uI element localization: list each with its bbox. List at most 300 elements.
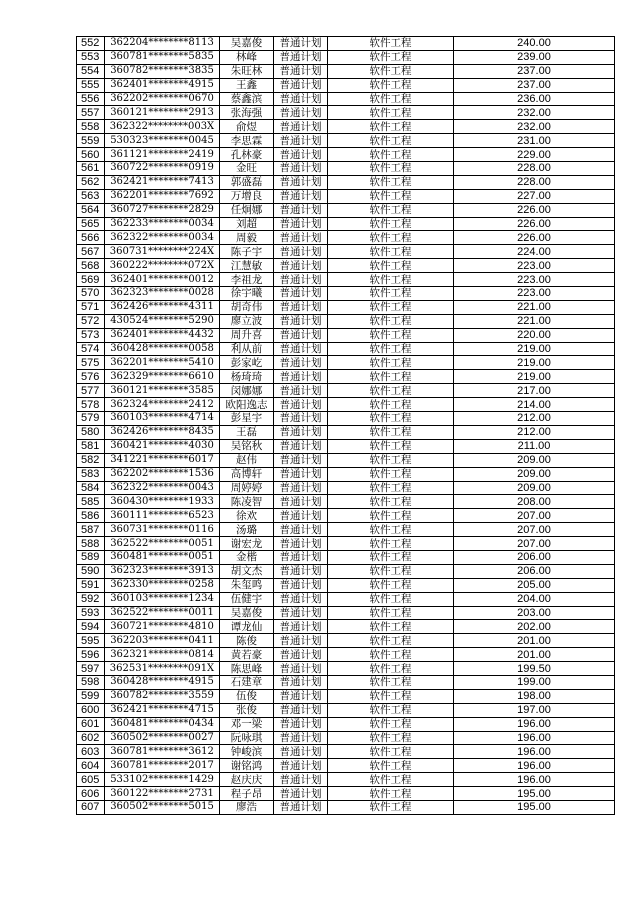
score-cell: 212.00 — [454, 425, 615, 439]
plan-type-cell: 普通计划 — [274, 175, 328, 189]
plan-type-cell: 普通计划 — [274, 148, 328, 162]
plan-type-cell: 普通计划 — [274, 689, 328, 703]
score-cell: 195.00 — [454, 800, 615, 814]
table-row — [77, 773, 615, 787]
table-row — [77, 189, 615, 203]
table-row — [77, 217, 615, 231]
table-row — [77, 648, 615, 662]
row-number: 594 — [77, 620, 105, 634]
score-cell: 226.00 — [454, 231, 615, 245]
student-name-cell: 任炯娜 — [220, 203, 274, 217]
score-cell: 226.00 — [454, 203, 615, 217]
major-cell: 软件工程 — [328, 495, 454, 509]
table-row — [77, 370, 615, 384]
id-number-cell: 360122********2731 — [105, 787, 220, 801]
row-number: 553 — [77, 50, 105, 64]
id-number-cell: 360731********0116 — [105, 523, 220, 537]
student-name-cell: 高博轩 — [220, 467, 274, 481]
plan-type-cell: 普通计划 — [274, 245, 328, 259]
id-number-cell: 341221********6017 — [105, 453, 220, 467]
row-number: 603 — [77, 745, 105, 759]
score-cell: 220.00 — [454, 328, 615, 342]
student-name-cell: 王鑫 — [220, 78, 274, 92]
student-name-cell: 吴嘉俊 — [220, 37, 274, 51]
plan-type-cell: 普通计划 — [274, 745, 328, 759]
row-number: 575 — [77, 356, 105, 370]
plan-type-cell: 普通计划 — [274, 523, 328, 537]
student-name-cell: 谢铭鸿 — [220, 759, 274, 773]
id-number-cell: 360428********0058 — [105, 342, 220, 356]
plan-type-cell: 普通计划 — [274, 425, 328, 439]
plan-type-cell: 普通计划 — [274, 648, 328, 662]
table-row — [77, 37, 615, 51]
id-number-cell: 360502********0027 — [105, 731, 220, 745]
score-cell: 196.00 — [454, 745, 615, 759]
major-cell: 软件工程 — [328, 703, 454, 717]
score-cell: 197.00 — [454, 703, 615, 717]
id-number-cell: 360481********0434 — [105, 717, 220, 731]
plan-type-cell: 普通计划 — [274, 273, 328, 287]
score-cell: 228.00 — [454, 162, 615, 176]
plan-type-cell: 普通计划 — [274, 231, 328, 245]
id-number-cell: 360222********072X — [105, 259, 220, 273]
row-number: 579 — [77, 412, 105, 426]
table-row — [77, 148, 615, 162]
id-number-cell: 362401********4432 — [105, 328, 220, 342]
plan-type-cell: 普通计划 — [274, 370, 328, 384]
id-number-cell: 362329********6610 — [105, 370, 220, 384]
major-cell: 软件工程 — [328, 162, 454, 176]
major-cell: 软件工程 — [328, 120, 454, 134]
score-cell: 217.00 — [454, 384, 615, 398]
major-cell: 软件工程 — [328, 92, 454, 106]
major-cell: 软件工程 — [328, 175, 454, 189]
table-row — [77, 592, 615, 606]
row-number: 558 — [77, 120, 105, 134]
row-number: 555 — [77, 78, 105, 92]
id-number-cell: 360421********4030 — [105, 439, 220, 453]
major-cell: 软件工程 — [328, 537, 454, 551]
score-cell: 199.00 — [454, 675, 615, 689]
major-cell: 软件工程 — [328, 773, 454, 787]
table-row — [77, 675, 615, 689]
score-cell: 221.00 — [454, 314, 615, 328]
plan-type-cell: 普通计划 — [274, 398, 328, 412]
row-number: 605 — [77, 773, 105, 787]
student-name-cell: 张俊 — [220, 703, 274, 717]
student-name-cell: 周升喜 — [220, 328, 274, 342]
major-cell: 软件工程 — [328, 439, 454, 453]
score-cell: 198.00 — [454, 689, 615, 703]
plan-type-cell: 普通计划 — [274, 620, 328, 634]
student-name-cell: 周婷婷 — [220, 481, 274, 495]
row-number: 566 — [77, 231, 105, 245]
id-number-cell: 360428********4915 — [105, 675, 220, 689]
table-row — [77, 78, 615, 92]
score-cell: 212.00 — [454, 412, 615, 426]
table-row — [77, 425, 615, 439]
table-row — [77, 745, 615, 759]
student-name-cell: 李祖龙 — [220, 273, 274, 287]
plan-type-cell: 普通计划 — [274, 509, 328, 523]
id-number-cell: 360103********4714 — [105, 412, 220, 426]
row-number: 567 — [77, 245, 105, 259]
major-cell: 软件工程 — [328, 467, 454, 481]
plan-type-cell: 普通计划 — [274, 314, 328, 328]
score-cell: 228.00 — [454, 175, 615, 189]
id-number-cell: 360727********2829 — [105, 203, 220, 217]
table-row — [77, 703, 615, 717]
student-name-cell: 万增良 — [220, 189, 274, 203]
plan-type-cell: 普通计划 — [274, 412, 328, 426]
row-number: 584 — [77, 481, 105, 495]
table-row — [77, 92, 615, 106]
plan-type-cell: 普通计划 — [274, 578, 328, 592]
student-name-cell: 王磊 — [220, 425, 274, 439]
student-name-cell: 利从前 — [220, 342, 274, 356]
table-row — [77, 328, 615, 342]
id-number-cell: 362323********3913 — [105, 564, 220, 578]
row-number: 596 — [77, 648, 105, 662]
plan-type-cell: 普通计划 — [274, 162, 328, 176]
id-number-cell: 362421********4715 — [105, 703, 220, 717]
major-cell: 软件工程 — [328, 787, 454, 801]
table-row — [77, 398, 615, 412]
student-name-cell: 金旺 — [220, 162, 274, 176]
plan-type-cell: 普通计划 — [274, 703, 328, 717]
row-number: 557 — [77, 106, 105, 120]
major-cell: 软件工程 — [328, 300, 454, 314]
student-name-cell: 伍俊 — [220, 689, 274, 703]
table-row — [77, 134, 615, 148]
major-cell: 软件工程 — [328, 398, 454, 412]
score-cell: 219.00 — [454, 342, 615, 356]
row-number: 568 — [77, 259, 105, 273]
student-name-cell: 郭盛磊 — [220, 175, 274, 189]
student-name-cell: 陈俊 — [220, 634, 274, 648]
major-cell: 软件工程 — [328, 37, 454, 51]
plan-type-cell: 普通计划 — [274, 606, 328, 620]
row-number: 569 — [77, 273, 105, 287]
major-cell: 软件工程 — [328, 717, 454, 731]
score-cell: 219.00 — [454, 370, 615, 384]
score-cell: 219.00 — [454, 356, 615, 370]
table-row — [77, 314, 615, 328]
student-name-cell: 孔林豪 — [220, 148, 274, 162]
score-cell: 214.00 — [454, 398, 615, 412]
id-number-cell: 362323********0028 — [105, 287, 220, 301]
id-number-cell: 360430********1933 — [105, 495, 220, 509]
row-number: 591 — [77, 578, 105, 592]
row-number: 576 — [77, 370, 105, 384]
plan-type-cell: 普通计划 — [274, 787, 328, 801]
row-number: 571 — [77, 300, 105, 314]
row-number: 563 — [77, 189, 105, 203]
table-row — [77, 717, 615, 731]
id-number-cell: 362233********0034 — [105, 217, 220, 231]
student-name-cell: 徐宇曦 — [220, 287, 274, 301]
student-name-cell: 邓一梁 — [220, 717, 274, 731]
plan-type-cell: 普通计划 — [274, 662, 328, 676]
plan-type-cell: 普通计划 — [274, 259, 328, 273]
score-cell: 203.00 — [454, 606, 615, 620]
id-number-cell: 360722********0919 — [105, 162, 220, 176]
major-cell: 软件工程 — [328, 509, 454, 523]
score-cell: 223.00 — [454, 273, 615, 287]
id-number-cell: 530323********0045 — [105, 134, 220, 148]
student-name-cell: 彭家屹 — [220, 356, 274, 370]
plan-type-cell: 普通计划 — [274, 453, 328, 467]
score-cell: 206.00 — [454, 564, 615, 578]
major-cell: 软件工程 — [328, 578, 454, 592]
student-name-cell: 谢宏龙 — [220, 537, 274, 551]
major-cell: 软件工程 — [328, 662, 454, 676]
id-number-cell: 362203********0411 — [105, 634, 220, 648]
student-name-cell: 廖浩 — [220, 800, 274, 814]
table-row — [77, 453, 615, 467]
table-row — [77, 537, 615, 551]
major-cell: 软件工程 — [328, 759, 454, 773]
major-cell: 软件工程 — [328, 78, 454, 92]
student-name-cell: 杨琦琦 — [220, 370, 274, 384]
row-number: 604 — [77, 759, 105, 773]
plan-type-cell: 普通计划 — [274, 92, 328, 106]
id-number-cell: 360782********3835 — [105, 64, 220, 78]
score-cell: 226.00 — [454, 217, 615, 231]
table-row — [77, 800, 615, 814]
plan-type-cell: 普通计划 — [274, 300, 328, 314]
table-row — [77, 106, 615, 120]
student-name-cell: 俞煜 — [220, 120, 274, 134]
score-cell: 199.50 — [454, 662, 615, 676]
row-number: 589 — [77, 550, 105, 564]
student-name-cell: 林峰 — [220, 50, 274, 64]
id-number-cell: 360103********1234 — [105, 592, 220, 606]
id-number-cell: 362426********4311 — [105, 300, 220, 314]
table-row — [77, 384, 615, 398]
plan-type-cell: 普通计划 — [274, 356, 328, 370]
table-row — [77, 481, 615, 495]
score-cell: 237.00 — [454, 64, 615, 78]
id-number-cell: 362202********0670 — [105, 92, 220, 106]
score-cell: 207.00 — [454, 523, 615, 537]
student-name-cell: 黄若豪 — [220, 648, 274, 662]
id-number-cell: 362330********0258 — [105, 578, 220, 592]
student-name-cell: 吴铭秋 — [220, 439, 274, 453]
table-row — [77, 120, 615, 134]
row-number: 586 — [77, 509, 105, 523]
table-row — [77, 759, 615, 773]
plan-type-cell: 普通计划 — [274, 106, 328, 120]
id-number-cell: 362401********0012 — [105, 273, 220, 287]
score-cell: 224.00 — [454, 245, 615, 259]
score-cell: 201.00 — [454, 648, 615, 662]
table-row — [77, 64, 615, 78]
table-row — [77, 356, 615, 370]
score-cell: 201.00 — [454, 634, 615, 648]
score-cell: 196.00 — [454, 717, 615, 731]
id-number-cell: 360121********2913 — [105, 106, 220, 120]
table-row — [77, 287, 615, 301]
major-cell: 软件工程 — [328, 328, 454, 342]
major-cell: 软件工程 — [328, 273, 454, 287]
row-number: 607 — [77, 800, 105, 814]
id-number-cell: 360121********3585 — [105, 384, 220, 398]
major-cell: 软件工程 — [328, 50, 454, 64]
major-cell: 软件工程 — [328, 800, 454, 814]
score-cell: 221.00 — [454, 300, 615, 314]
major-cell: 软件工程 — [328, 356, 454, 370]
major-cell: 软件工程 — [328, 648, 454, 662]
score-cell: 240.00 — [454, 37, 615, 51]
id-number-cell: 360481********0051 — [105, 550, 220, 564]
table-row — [77, 550, 615, 564]
student-name-cell: 蔡鑫滨 — [220, 92, 274, 106]
plan-type-cell: 普通计划 — [274, 134, 328, 148]
score-cell: 209.00 — [454, 481, 615, 495]
id-number-cell: 362322********003X — [105, 120, 220, 134]
table-row — [77, 245, 615, 259]
plan-type-cell: 普通计划 — [274, 481, 328, 495]
major-cell: 软件工程 — [328, 342, 454, 356]
row-number: 602 — [77, 731, 105, 745]
row-number: 559 — [77, 134, 105, 148]
row-number: 581 — [77, 439, 105, 453]
table-row — [77, 606, 615, 620]
row-number: 588 — [77, 537, 105, 551]
student-name-cell: 胡奇伟 — [220, 300, 274, 314]
table-row — [77, 467, 615, 481]
table-row — [77, 523, 615, 537]
id-number-cell: 362401********4915 — [105, 78, 220, 92]
student-name-cell: 陈凌智 — [220, 495, 274, 509]
student-name-cell: 赵庆庆 — [220, 773, 274, 787]
id-number-cell: 362531********091X — [105, 662, 220, 676]
id-number-cell: 362426********8435 — [105, 425, 220, 439]
id-number-cell: 362201********5410 — [105, 356, 220, 370]
plan-type-cell: 普通计划 — [274, 37, 328, 51]
id-number-cell: 362421********7413 — [105, 175, 220, 189]
row-number: 552 — [77, 37, 105, 51]
plan-type-cell: 普通计划 — [274, 675, 328, 689]
table-row — [77, 439, 615, 453]
plan-type-cell: 普通计划 — [274, 342, 328, 356]
score-cell: 196.00 — [454, 773, 615, 787]
table-row — [77, 259, 615, 273]
id-number-cell: 362202********1536 — [105, 467, 220, 481]
plan-type-cell: 普通计划 — [274, 634, 328, 648]
score-cell: 223.00 — [454, 259, 615, 273]
score-cell: 207.00 — [454, 509, 615, 523]
table-row — [77, 689, 615, 703]
plan-type-cell: 普通计划 — [274, 495, 328, 509]
score-cell: 205.00 — [454, 578, 615, 592]
major-cell: 软件工程 — [328, 203, 454, 217]
score-cell: 237.00 — [454, 78, 615, 92]
score-cell: 204.00 — [454, 592, 615, 606]
row-number: 578 — [77, 398, 105, 412]
score-cell: 208.00 — [454, 495, 615, 509]
plan-type-cell: 普通计划 — [274, 467, 328, 481]
student-name-cell: 钟峻滨 — [220, 745, 274, 759]
id-number-cell: 360721********4810 — [105, 620, 220, 634]
row-number: 573 — [77, 328, 105, 342]
row-number: 583 — [77, 467, 105, 481]
id-number-cell: 360782********3559 — [105, 689, 220, 703]
plan-type-cell: 普通计划 — [274, 384, 328, 398]
row-number: 564 — [77, 203, 105, 217]
student-name-cell: 陈思峰 — [220, 662, 274, 676]
table-row — [77, 495, 615, 509]
plan-type-cell: 普通计划 — [274, 800, 328, 814]
student-name-cell: 刘超 — [220, 217, 274, 231]
major-cell: 软件工程 — [328, 412, 454, 426]
major-cell: 软件工程 — [328, 384, 454, 398]
score-cell: 231.00 — [454, 134, 615, 148]
table-row — [77, 620, 615, 634]
id-number-cell: 362322********0043 — [105, 481, 220, 495]
student-name-cell: 赵伟 — [220, 453, 274, 467]
plan-type-cell: 普通计划 — [274, 120, 328, 134]
table-row — [77, 578, 615, 592]
table-row — [77, 50, 615, 64]
id-number-cell: 360502********5015 — [105, 800, 220, 814]
major-cell: 软件工程 — [328, 370, 454, 384]
score-cell: 202.00 — [454, 620, 615, 634]
student-name-cell: 欧阳逸志 — [220, 398, 274, 412]
score-cell: 232.00 — [454, 106, 615, 120]
row-number: 606 — [77, 787, 105, 801]
plan-type-cell: 普通计划 — [274, 189, 328, 203]
row-number: 599 — [77, 689, 105, 703]
major-cell: 软件工程 — [328, 745, 454, 759]
major-cell: 软件工程 — [328, 106, 454, 120]
table-row — [77, 787, 615, 801]
id-number-cell: 362522********0051 — [105, 537, 220, 551]
table-row — [77, 731, 615, 745]
score-cell: 209.00 — [454, 467, 615, 481]
score-cell: 196.00 — [454, 759, 615, 773]
table-row — [77, 203, 615, 217]
student-name-cell: 闵娜娜 — [220, 384, 274, 398]
major-cell: 软件工程 — [328, 592, 454, 606]
plan-type-cell: 普通计划 — [274, 203, 328, 217]
student-name-cell: 朱旺林 — [220, 64, 274, 78]
plan-type-cell: 普通计划 — [274, 50, 328, 64]
score-cell: 227.00 — [454, 189, 615, 203]
table-row — [77, 662, 615, 676]
table-row — [77, 564, 615, 578]
plan-type-cell: 普通计划 — [274, 64, 328, 78]
id-number-cell: 362324********2412 — [105, 398, 220, 412]
student-name-cell: 阮咏琪 — [220, 731, 274, 745]
major-cell: 软件工程 — [328, 245, 454, 259]
id-number-cell: 430524********5290 — [105, 314, 220, 328]
plan-type-cell: 普通计划 — [274, 592, 328, 606]
table-row — [77, 509, 615, 523]
row-number: 598 — [77, 675, 105, 689]
id-number-cell: 360781********2017 — [105, 759, 220, 773]
id-number-cell: 360781********3612 — [105, 745, 220, 759]
student-name-cell: 徐欢 — [220, 509, 274, 523]
admission-table — [76, 36, 615, 815]
major-cell: 软件工程 — [328, 523, 454, 537]
student-name-cell: 陈子宇 — [220, 245, 274, 259]
plan-type-cell: 普通计划 — [274, 773, 328, 787]
row-number: 570 — [77, 287, 105, 301]
major-cell: 软件工程 — [328, 481, 454, 495]
table-row — [77, 634, 615, 648]
